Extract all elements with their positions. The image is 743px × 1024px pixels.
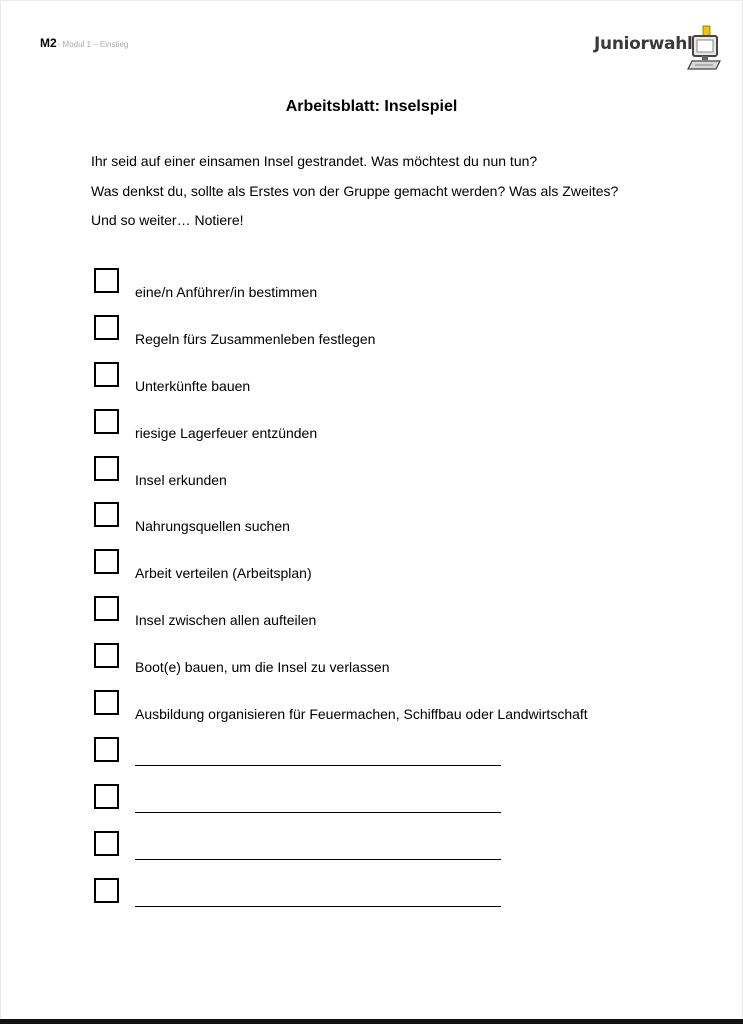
checklist-item-label: Unterkünfte bauen [135,377,251,394]
checklist [94,268,714,924]
juniorwahl-logo [594,24,724,74]
checkbox[interactable] [94,690,119,715]
blank-checklist-item [94,831,714,878]
checklist-item [94,456,714,503]
write-in-line[interactable] [135,765,501,766]
checkbox[interactable] [94,878,119,903]
checkbox[interactable] [94,831,119,856]
checkbox[interactable] [94,409,119,434]
checklist-item [94,362,714,409]
module-label: - Modul 1 – Einstieg [57,40,129,49]
worksheet-code [40,36,128,50]
checkbox[interactable] [94,268,119,293]
checklist-item [94,549,714,596]
write-in-line[interactable] [135,859,501,860]
checklist-item-label: riesige Lagerfeuer entzünden [135,424,318,441]
checklist-item-label: Regeln fürs Zusammenleben festlegen [135,330,376,347]
write-in-line[interactable] [135,812,501,813]
checklist-item [94,502,714,549]
intro-line: Und so weiter… Notiere! [91,212,244,228]
checklist-item-label: Boot(e) bauen, um die Insel zu verlassen [135,659,390,676]
checkbox[interactable] [94,643,119,668]
ballot-computer-icon [686,24,722,72]
checklist-item [94,596,714,643]
checklist-item [94,409,714,456]
intro-line: Ihr seid auf einer einsamen Insel gestrandet. Was möchtest du nun tun? [91,153,538,169]
checkbox[interactable] [94,596,119,621]
checklist-item [94,690,714,737]
logo-text: Juniorwahl [594,34,693,54]
blank-checklist-item [94,737,714,784]
checklist-item-label: eine/n Anführer/in bestimmen [135,284,318,300]
checkbox[interactable] [94,456,119,481]
blank-checklist-item [94,878,714,925]
material-number: M2 [40,36,57,50]
checklist-item [94,268,714,315]
checkbox[interactable] [94,502,119,527]
checkbox[interactable] [94,315,119,340]
checklist-item-label: Ausbildung organisieren für Feuermachen, Schiffbau oder Landwirtschaft [135,706,588,723]
checkbox[interactable] [94,737,119,762]
blank-checklist-item [94,784,714,831]
checkbox[interactable] [94,784,119,809]
checklist-item-label: Arbeit verteilen (Arbeitsplan) [135,565,312,582]
intro-text [91,147,618,236]
checklist-item [94,315,714,362]
checkbox[interactable] [94,549,119,574]
checklist-item [94,643,714,690]
checklist-item-label: Nahrungsquellen suchen [135,518,290,535]
checklist-item-label: Insel zwischen allen aufteilen [135,612,317,629]
write-in-line[interactable] [135,906,501,907]
intro-line: Was denkst du, sollte als Erstes von der Gruppe gemacht werden? Was als Zweites? [91,182,619,199]
page-title: Arbeitsblatt: Inselspiel [285,98,458,115]
checklist-item-label: Insel erkunden [135,471,227,488]
bottom-edge [0,1019,743,1024]
checkbox[interactable] [94,362,119,387]
